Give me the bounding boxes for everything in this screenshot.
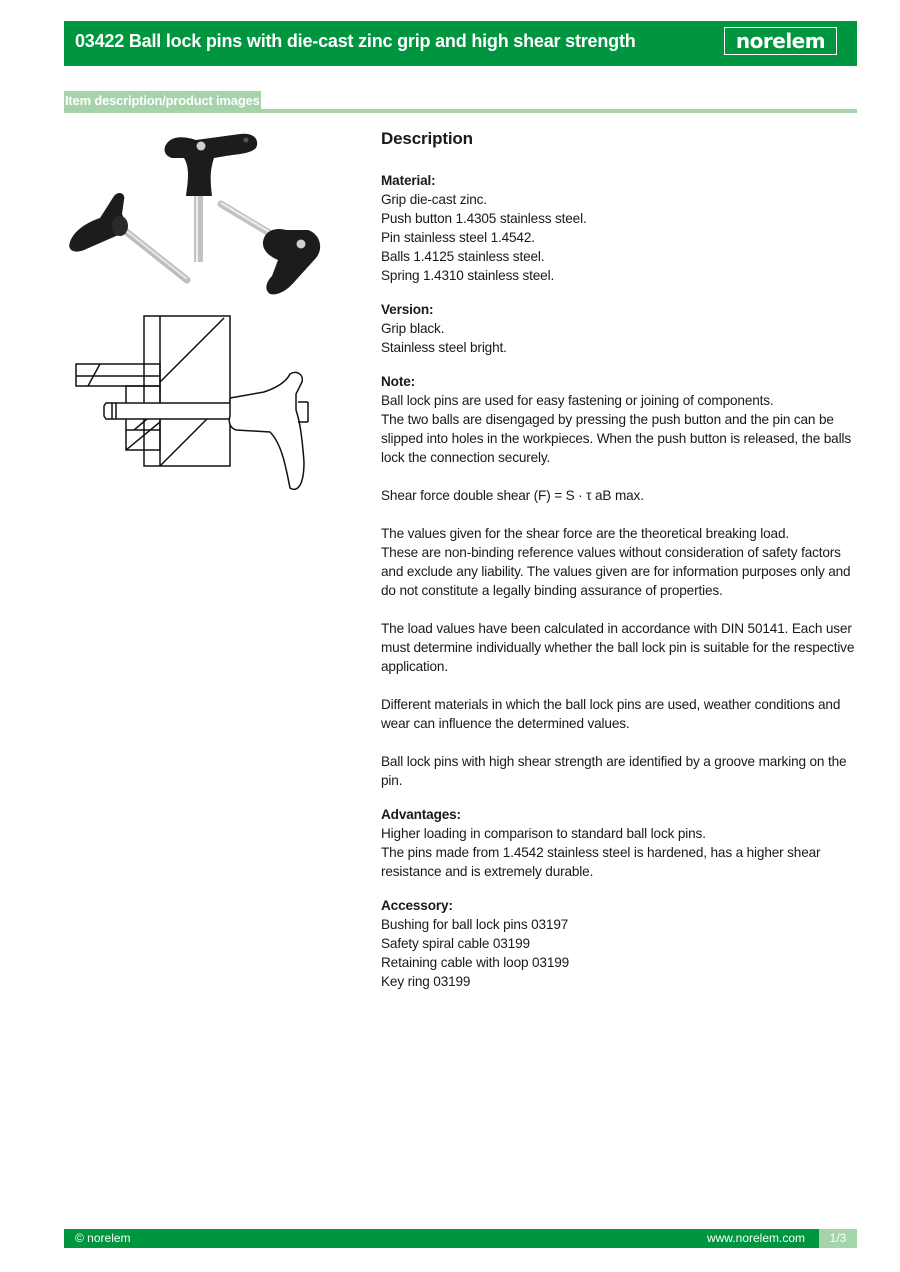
- description-content: [381, 129, 861, 1006]
- note-paragraph: Different materials in which the ball lock pins are used, weather conditions and wear can influence the determined values.: [381, 697, 841, 731]
- material-line: Pin stainless steel 1.4542.: [381, 230, 535, 245]
- advantages-paragraph: The pins made from 1.4542 stainless steel is hardened, has a higher shear resistance and is extremely durable.: [381, 845, 821, 879]
- note-paragraph: The load values have been calculated in accordance with DIN 50141. Each user must determine individually whether the ball lock pin is suitable for the respective application.: [381, 621, 855, 674]
- accessory-title: Accessory:: [381, 898, 453, 913]
- product-photo: [64, 130, 322, 298]
- note-title: Note:: [381, 374, 415, 389]
- version-line: Stainless steel bright.: [381, 340, 507, 355]
- advantages-title: Advantages:: [381, 807, 461, 822]
- section-label: Item description/product images: [64, 91, 261, 111]
- note-paragraph: The two balls are disengaged by pressing the push button and the pin can be slipped into holes in the workpieces. When the push button is released, the balls lock the connection securely.: [381, 412, 851, 465]
- page-number: 1/3: [819, 1229, 857, 1248]
- pin-right-image: [221, 203, 320, 294]
- technical-drawing: [64, 312, 322, 494]
- pin-left-image: [69, 193, 187, 280]
- note-paragraph: Ball lock pins with high shear strength are identified by a groove marking on the pin.: [381, 754, 847, 788]
- accessory-item: Retaining cable with loop 03199: [381, 955, 570, 970]
- material-line: Spring 1.4310 stainless steel.: [381, 268, 555, 283]
- shear-force-formula: Shear force double shear (F) = S · τ aB max.: [381, 488, 644, 503]
- page-header: [64, 21, 857, 66]
- section-divider: [64, 109, 857, 113]
- note-paragraph: The values given for the shear force are the theoretical breaking load.: [381, 526, 789, 541]
- footer-copyright: © norelem: [75, 1231, 131, 1245]
- accessory-section: [381, 896, 861, 991]
- advantages-paragraph: Higher loading in comparison to standard ball lock pins.: [381, 826, 706, 841]
- logo-text: norelem: [735, 29, 826, 53]
- material-line: Grip die-cast zinc.: [381, 192, 487, 207]
- note-paragraph: Ball lock pins are used for easy fastening or joining of components.: [381, 393, 774, 408]
- note-section: [381, 372, 861, 790]
- material-title: Material:: [381, 173, 436, 188]
- material-line: Push button 1.4305 stainless steel.: [381, 211, 587, 226]
- footer-website-link[interactable]: www.norelem.com: [706, 1231, 805, 1245]
- page-footer: [64, 1229, 857, 1248]
- accessory-item: Safety spiral cable 03199: [381, 936, 530, 951]
- description-heading: Description: [381, 129, 473, 148]
- material-line: Balls 1.4125 stainless steel.: [381, 249, 545, 264]
- page-title: 03422 Ball lock pins with die-cast zinc grip and high shear strength: [75, 31, 636, 51]
- accessory-item: Key ring 03199: [381, 974, 471, 989]
- version-section: [381, 300, 861, 357]
- material-section: [381, 171, 861, 285]
- version-line: Grip black.: [381, 321, 445, 336]
- note-paragraph: These are non-binding reference values without consideration of safety factors and exclude any liability. The values given are for information purposes only and do not constitute a legally binding assurance of properties.: [381, 545, 851, 598]
- norelem-logo: [724, 27, 837, 55]
- version-title: Version:: [381, 302, 434, 317]
- pin-center-image: [165, 134, 258, 262]
- accessory-item: Bushing for ball lock pins 03197: [381, 917, 569, 932]
- advantages-section: [381, 805, 861, 881]
